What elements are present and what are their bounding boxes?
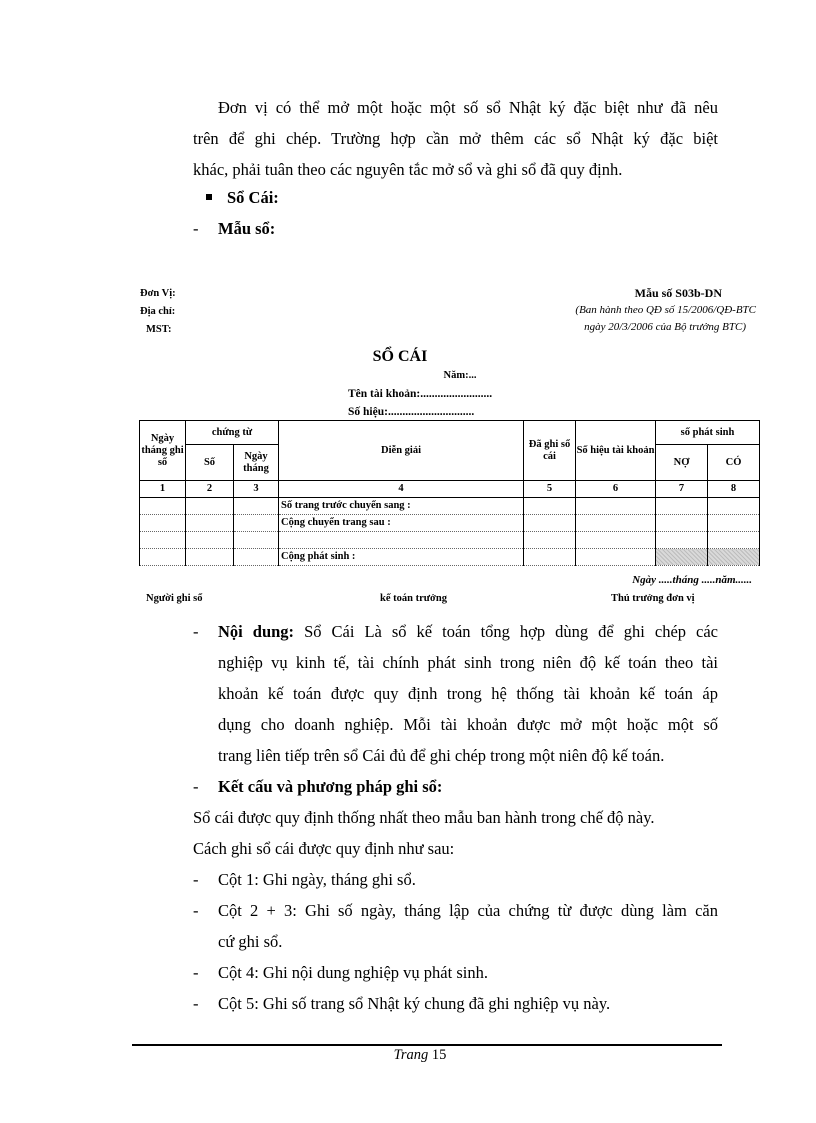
header-voucher-date: Ngày tháng	[234, 445, 279, 481]
tax-label: MST:	[146, 324, 172, 335]
intro-line-1: Đơn vị có thể mở một hoặc một số sổ Nhật ký đặc biệt như đã nêu	[218, 98, 718, 117]
content-label: Nội dung:	[218, 622, 295, 641]
signer-director: Thủ trưởng đơn vị	[611, 593, 695, 604]
col-number: 4	[279, 481, 524, 498]
bullet-col4: Cột 4: Ghi nội dung nghiệp vụ phát sinh.	[218, 963, 488, 982]
col-number: 8	[708, 481, 760, 498]
unit-label: Đơn Vị:	[140, 288, 176, 299]
content-line-4: dụng cho doanh nghiệp. Mỗi tài khoản được mở một hoặc một số	[218, 715, 718, 734]
table-row	[140, 498, 760, 515]
dash-bullet-icon: -	[193, 963, 199, 982]
form-number: Mẫu số S03b-DN	[634, 286, 722, 300]
content-line-5: trang liên tiếp trên sổ Cái đủ để ghi chép trong một niên độ kế toán.	[218, 746, 665, 765]
content-text: Sổ Cái Là sổ kế toán tổng hợp dùng để ghi chép các	[304, 622, 719, 641]
ledger-year: Năm:...	[443, 370, 477, 381]
bullet-col1: Cột 1: Ghi ngày, tháng ghi sổ.	[218, 870, 416, 889]
table-row	[140, 549, 760, 566]
header-description: Diễn giải	[279, 421, 524, 481]
bullet-col23-line1: Cột 2 + 3: Ghi số ngày, tháng lập của chứng từ được dùng làm căn	[218, 901, 718, 920]
col-number: 6	[576, 481, 656, 498]
body-p2: Cách ghi sổ cái được quy định như sau:	[193, 839, 455, 858]
section-heading: Sổ Cái:	[227, 188, 279, 207]
content-line-3: khoản kế toán được quy định trong hệ thống tài khoản kế toán áp	[218, 684, 718, 703]
row-description	[279, 532, 524, 549]
dash-bullet-icon: -	[193, 219, 199, 238]
signer-recorder: Người ghi sổ	[146, 593, 203, 604]
row-description: Cộng phát sinh :	[279, 549, 524, 566]
header-debit: NỢ	[656, 445, 708, 481]
header-voucher-no: Số	[186, 445, 234, 481]
dash-bullet-icon: -	[193, 901, 199, 920]
body-p1: Sổ cái được quy định thống nhất theo mẫu ban hành trong chế độ này.	[193, 808, 655, 827]
issued-line-1: (Ban hành theo QĐ số 15/2006/QĐ-BTC	[575, 304, 756, 316]
page-footer	[360, 1047, 480, 1064]
bullet-col23-line2: cứ ghi sổ.	[218, 932, 283, 951]
footer-rule	[132, 1044, 722, 1046]
account-name: Tên tài khoản:.........................	[348, 388, 493, 400]
page-word: Trang	[393, 1047, 429, 1063]
row-description: Số trang trước chuyển sang :	[279, 498, 524, 515]
content-line-1	[218, 616, 718, 648]
table-row	[140, 532, 760, 549]
dash-bullet-icon: -	[193, 870, 199, 889]
header-voucher: chứng từ	[186, 421, 279, 445]
issued-line-2: ngày 20/3/2006 của Bộ trưởng BTC)	[584, 321, 746, 333]
account-number: Số hiệu:..............................	[348, 406, 475, 418]
dash-bullet-icon: -	[193, 777, 199, 796]
ledger-title: SỔ CÁI	[372, 348, 428, 365]
table-row	[140, 515, 760, 532]
shaded-cell	[708, 549, 760, 566]
col-number: 2	[186, 481, 234, 498]
header-credit: CÓ	[708, 445, 760, 481]
col-number: 5	[524, 481, 576, 498]
content-line-2: nghiệp vụ kinh tế, tài chính phát sinh trong niên độ kế toán theo tài	[218, 653, 718, 672]
date-line: Ngày .....tháng .....năm......	[632, 574, 752, 586]
page-number: 15	[431, 1047, 447, 1063]
header-account: Số hiệu tài khoản	[576, 421, 656, 481]
header-amount: số phát sinh	[656, 421, 760, 445]
ledger-table	[139, 420, 760, 566]
header-date: Ngày tháng ghi sổ	[140, 421, 186, 481]
intro-line-3: khác, phải tuân theo các nguyên tắc mở sổ và ghi sổ đã quy định.	[193, 160, 623, 179]
shaded-cell	[656, 549, 708, 566]
square-bullet-icon	[206, 194, 212, 200]
intro-line-2: trên để ghi chép. Trường hợp cần mở thêm các sổ Nhật ký đặc biệt	[193, 129, 718, 148]
signer-chief-accountant: kế toán trưởng	[380, 593, 447, 604]
col-number: 3	[234, 481, 279, 498]
header-posted: Đã ghi sổ cái	[524, 421, 576, 481]
row-description: Cộng chuyển trang sau :	[279, 515, 524, 532]
dash-bullet-icon: -	[193, 622, 199, 641]
bullet-col5: Cột 5: Ghi số trang sổ Nhật ký chung đã ghi nghiệp vụ này.	[218, 994, 611, 1013]
structure-heading: Kết cấu và phương pháp ghi sổ:	[218, 777, 443, 796]
address-label: Địa chỉ:	[140, 306, 176, 317]
form-heading: Mẫu sổ:	[218, 219, 276, 238]
dash-bullet-icon: -	[193, 994, 199, 1013]
col-number: 7	[656, 481, 708, 498]
col-number: 1	[140, 481, 186, 498]
